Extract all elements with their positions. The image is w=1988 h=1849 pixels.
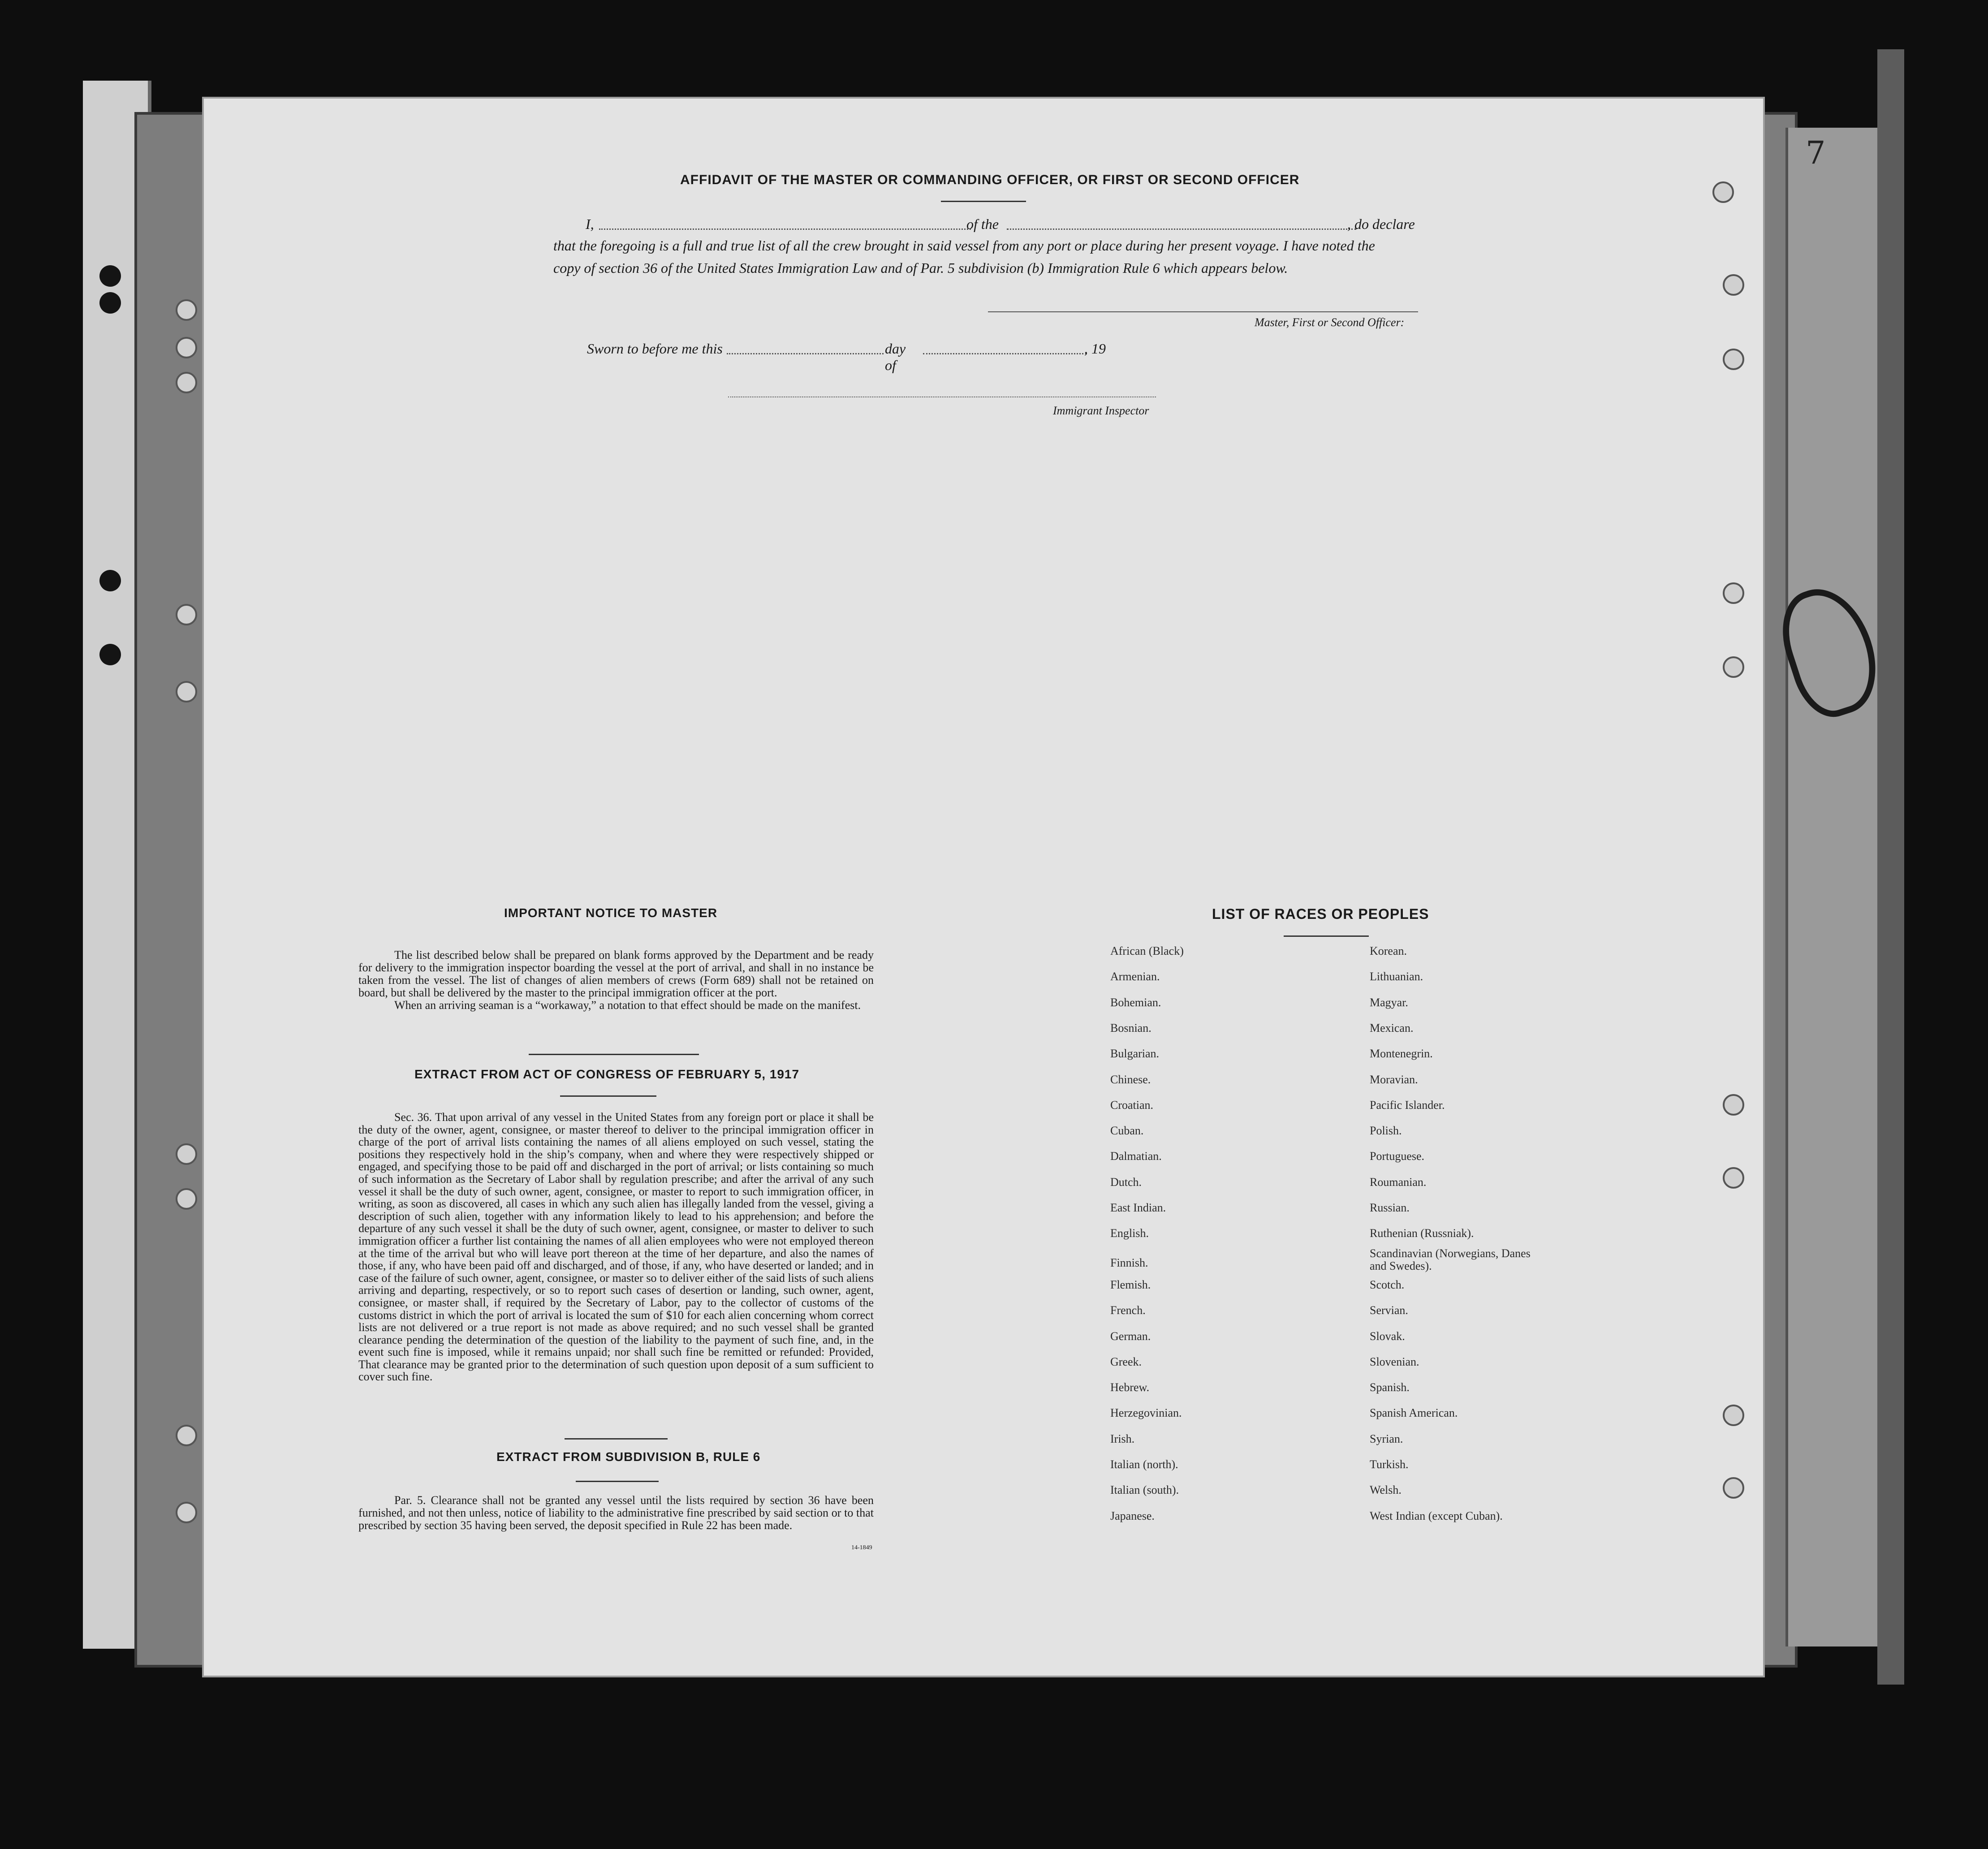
binder-ring [176, 1188, 197, 1210]
race-item: Lithuanian. [1370, 970, 1423, 983]
race-item: German. [1110, 1329, 1151, 1343]
races-title: LIST OF RACES OR PEOPLES [1212, 906, 1429, 922]
race-item: French. [1110, 1304, 1146, 1317]
race-item: Bosnian. [1110, 1021, 1151, 1034]
binder-ring [1723, 274, 1744, 296]
race-item: Roumanian. [1370, 1175, 1427, 1189]
race-item: Dalmatian. [1110, 1150, 1162, 1163]
race-item: Dutch. [1110, 1175, 1142, 1189]
race-item: Cuban. [1110, 1124, 1144, 1138]
binder-ring [176, 1143, 197, 1165]
section-divider [576, 1481, 659, 1482]
race-item: Ruthenian (Russniak). [1370, 1227, 1474, 1240]
notice-title: IMPORTANT NOTICE TO MASTER [504, 906, 718, 920]
race-item: Hebrew. [1110, 1381, 1150, 1394]
race-item: Magyar. [1370, 996, 1408, 1009]
binder-ring [176, 681, 197, 703]
race-item: Greek. [1110, 1355, 1142, 1368]
affidavit-text-line: copy of section 36 of the United States Immigration Law and of Par. 5 subdivision (b) Immigration Rule 6 which appears below. [553, 260, 1288, 276]
race-item: Croatian. [1110, 1098, 1154, 1112]
manifest-page [204, 99, 1763, 1676]
binder-hole [99, 292, 121, 314]
section-divider [565, 1438, 668, 1440]
race-item: English. [1110, 1227, 1149, 1240]
race-item: Montenegrin. [1370, 1047, 1433, 1060]
month-blank [923, 353, 1087, 354]
section-divider [560, 1095, 656, 1097]
binder-ring [1723, 582, 1744, 604]
notice-paragraph: When an arriving seaman is a “workaway,” a notation to that effect should be made on the manifest. [394, 999, 861, 1012]
race-item: Scandinavian (Norwegians, Danes and Swedes). [1370, 1246, 1531, 1272]
binder-ring [1723, 1167, 1744, 1189]
section-divider [529, 1054, 699, 1055]
binder-hole [99, 570, 121, 591]
officer-signature-line [988, 311, 1418, 312]
section-36-text: Sec. 36. That upon arrival of any vessel in the United States from any foreign port or place it shall be the duty of the owner, agent, consignee, or master thereof to deliver to the principal immigration officer in charge of the port of arrival lists containing the names of all aliens employed on such vessel, stating the positions they respectively hold in the ship’s company, when and where they were respectively shipped or engaged, and specifying those to be paid off and discharged in the port of arrival; or lists containing so much of such information as the Secretary of Labor shall by regulation prescribe; and after the arrival of any such vessel it shall be the duty of such owner, agent, consignee, or master to report to such immigration officer, in writing, as soon as discovered, all cases in which any such alien has illegally landed from the vessel, giving a description of such alien, together with any information likely to lead to his apprehension; and before the departure of any such vessel it shall be the duty of such owner, agent, consignee, or master to deliver to such immigration officer a further list containing the names of all alien employees who were not employed thereon at the time of the arrival but who will leave port thereon at the time of her departure, and also the names of those, if any, who have been paid off and discharged, and of those, if any, who have deserted or landed; and in case of the failure of such owner, agent, consignee, or master so to deliver either of the said lists of such aliens arriving and departing, respectively, or so to report such cases of desertion or landing, such owner, agent, consignee, or master shall, if required by the Secretary of Labor, pay to the collector of customs of the customs district in which the port of arrival is located the sum of $10 for each alien concerning whom correct lists are not delivered or a true report is not made as above required; and no such vessel shall be granted clearance pending the determination of the question of the liability to the payment of such fine, and, in the event such fine is imposed, while it remains unpaid; nor shall such fine be remitted or refunded: Provided, That clearance may be granted prior to the determination of such question upon deposit of a sum sufficient to cover such fine. [358, 1111, 874, 1384]
race-item: Flemish. [1110, 1278, 1151, 1291]
race-item: Slovenian. [1370, 1355, 1419, 1368]
par-5-text: Par. 5. Clearance shall not be granted any vessel until the lists required by section 36 have been furnished, and not then unless, notice of liability to the administrative fine prescribed by said section or to that prescribed by section 35 having been served, the deposit specified in Rule 22 has been made. [358, 1494, 874, 1532]
handwritten-corner-mark: 7 [1806, 134, 1826, 171]
affidavit-title-rule [941, 201, 1026, 202]
race-item: African (Black) [1110, 944, 1184, 957]
binder-ring [176, 604, 197, 625]
binder-ring [1723, 1405, 1744, 1426]
affidavit-text-line: that the foregoing is a full and true list of all the crew brought in said vessel from any port or place during her present voyage. I have noted the [553, 237, 1375, 254]
race-item: Herzegovinian. [1110, 1406, 1182, 1420]
race-item: Scotch. [1370, 1278, 1405, 1291]
binder-hole [99, 265, 121, 287]
race-item: Moravian. [1370, 1073, 1418, 1086]
race-item: Bulgarian. [1110, 1047, 1160, 1060]
race-item: Italian (south). [1110, 1483, 1179, 1497]
race-item: Slovak. [1370, 1329, 1405, 1343]
extract-act-title: EXTRACT FROM ACT OF CONGRESS OF FEBRUARY 5, 1917 [414, 1067, 800, 1081]
form-number: 14-1849 [851, 1544, 872, 1551]
day-blank [727, 353, 884, 354]
affidavit-of-the: of the [966, 216, 999, 232]
binder-ring [1712, 181, 1734, 203]
race-item: Polish. [1370, 1124, 1402, 1138]
race-item: West Indian (except Cuban). [1370, 1509, 1503, 1522]
right-binding-edge [1877, 49, 1904, 1685]
extract-rule-title: EXTRACT FROM SUBDIVISION B, RULE 6 [496, 1450, 761, 1464]
notice-body [358, 949, 874, 1012]
binder-ring [1723, 656, 1744, 678]
race-item: Chinese. [1110, 1073, 1151, 1086]
race-item: Irish. [1110, 1432, 1135, 1445]
affidavit-i: I, [586, 216, 594, 232]
race-item: East Indian. [1110, 1201, 1166, 1214]
race-item: Finnish. [1110, 1256, 1148, 1269]
sworn-day-of: day of [885, 340, 906, 373]
race-item: Servian. [1370, 1304, 1408, 1317]
race-item: Mexican. [1370, 1021, 1414, 1034]
binder-ring [176, 372, 197, 393]
race-item: Spanish. [1370, 1381, 1410, 1394]
name-blank [599, 228, 971, 230]
sworn-prefix: Sworn to before me this [587, 340, 723, 357]
inspector-signature-label: Immigrant Inspector [1053, 404, 1149, 417]
binder-hole [99, 644, 121, 665]
race-item: Armenian. [1110, 970, 1160, 983]
sworn-line [587, 340, 1106, 373]
affidavit-do-declare: , do declare [1347, 216, 1415, 232]
notice-paragraph: The list described below shall be prepared on blank forms approved by the Department and be ready for delivery to the immigration inspector boarding the vessel at the port of arrival, and shall in no instance be taken from the vessel. The list of changes of alien members of crews (Form 689) shall not be retained on board, but shall be delivered by the master to the principal immigration officer at the port. [358, 948, 874, 999]
race-item: Korean. [1370, 944, 1407, 957]
race-item: Italian (north). [1110, 1458, 1178, 1471]
race-item: Pacific Islander. [1370, 1098, 1445, 1112]
affidavit-title: AFFIDAVIT OF THE MASTER OR COMMANDING OFFICER, OR FIRST OR SECOND OFFICER [680, 172, 1300, 187]
sworn-year: , 19 [1084, 340, 1106, 357]
race-item: Russian. [1370, 1201, 1410, 1214]
races-title-rule [1284, 935, 1369, 937]
vessel-blank [1007, 228, 1356, 230]
race-item: Bohemian. [1110, 996, 1161, 1009]
race-item: Spanish American. [1370, 1406, 1458, 1420]
binder-ring [176, 299, 197, 321]
officer-signature-label: Master, First or Second Officer: [1255, 316, 1405, 329]
race-item: Portuguese. [1370, 1150, 1425, 1163]
affidavit-declaration-line [586, 216, 1419, 233]
binder-ring [176, 337, 197, 358]
race-item: Syrian. [1370, 1432, 1403, 1445]
race-item: Welsh. [1370, 1483, 1402, 1497]
race-item: Turkish. [1370, 1458, 1409, 1471]
binder-ring [1723, 1477, 1744, 1499]
binder-ring [176, 1425, 197, 1446]
race-item: Japanese. [1110, 1509, 1155, 1522]
binder-ring [1723, 349, 1744, 370]
binder-ring [176, 1502, 197, 1523]
binder-ring [1723, 1094, 1744, 1116]
